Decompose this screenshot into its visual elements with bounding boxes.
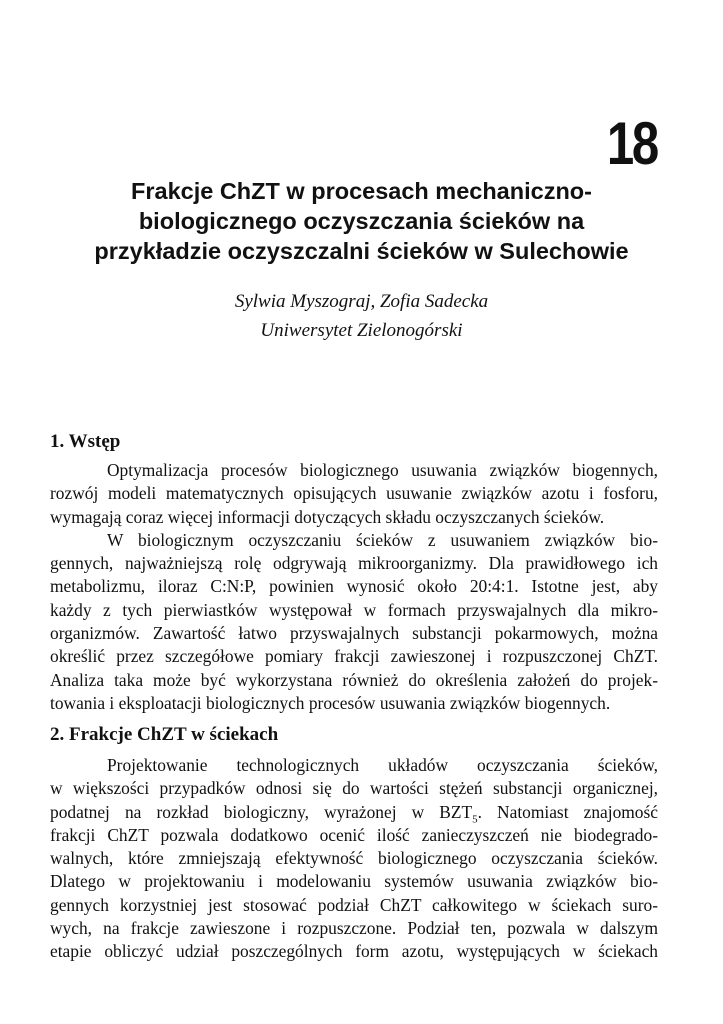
paragraph-line: każdy z tych pierwiastków występował w formach przyswajalnych dla mikro- bbox=[50, 599, 658, 620]
subscript: 5 bbox=[472, 813, 478, 826]
paragraph-line: określić przez szczegółowe pomiary frakcji zawieszonej i rozpuszczonej ChZT. bbox=[50, 646, 658, 667]
paragraph-line: rozwój modeli matematycznych opisujących usuwanie związków azotu i fosforu, bbox=[50, 483, 658, 504]
chapter-number: 18 bbox=[607, 110, 657, 177]
line-text: . Natomiast znajomość bbox=[477, 801, 658, 822]
paragraph-line: Analiza taka może być wykorzystana również do określenia założeń do projek- bbox=[50, 669, 658, 690]
affiliation: Uniwersytet Zielonogórski bbox=[260, 320, 463, 341]
title-line: przykładzie oczyszczalni ścieków w Sulechowie bbox=[94, 238, 629, 264]
paragraph-line: organizmów. Zawartość łatwo przyswajalnych substancji pokarmowych, można bbox=[50, 623, 658, 644]
paragraph-line: frakcji ChZT pozwala dodatkowo ocenić ilość zanieczyszczeń nie biodegrado- bbox=[50, 824, 658, 845]
paragraph-line: wymagają coraz więcej informacji dotyczących składu oczyszczanych ścieków. bbox=[50, 506, 605, 527]
paragraph-line: walnych, które zmniejszają efektywność biologicznego oczyszczania ścieków. bbox=[50, 848, 658, 869]
paragraph-line bbox=[50, 801, 658, 824]
paragraph-line: w większości przypadków odnosi się do wartości stężeń substancji organicznej, bbox=[50, 778, 658, 799]
title-line: biologicznego oczyszczania ścieków na bbox=[138, 208, 585, 234]
section-heading-cod-fractions: 2. Frakcje ChZT w ściekach bbox=[50, 724, 279, 745]
title-line: Frakcje ChZT w procesach mechaniczno- bbox=[131, 178, 592, 204]
section-introduction-body bbox=[50, 459, 658, 715]
paragraph-line: Optymalizacja procesów biologicznego usuwania związków biogennych, bbox=[107, 460, 658, 480]
line-text: podatnej na rozkład biologiczny, wyrażonej w BZT bbox=[50, 801, 473, 822]
section-cod-fractions-body bbox=[50, 754, 658, 964]
paragraph-line: Dlatego w projektowaniu i modelowaniu systemów usuwania związków bio- bbox=[50, 871, 658, 892]
paragraph-line: wych, na frakcje zawieszone i rozpuszczone. Podział ten, pozwala w dalszym bbox=[50, 918, 658, 939]
paragraph-line: metabolizmu, iloraz C:N:P, powinien wynosić około 20:4:1. Istotne jest, aby bbox=[50, 576, 658, 597]
paragraph-line: towania i eksploatacji biologicznych procesów usuwania związków biogennych. bbox=[50, 692, 611, 713]
chapter-title bbox=[40, 176, 683, 266]
authors: Sylwia Myszograj, Zofia Sadecka bbox=[234, 291, 489, 312]
paragraph-line: etapie obliczyć udział poszczególnych form azotu, występujących w ściekach bbox=[50, 941, 658, 962]
paragraph-line: W biologicznym oczyszczaniu ścieków z usuwaniem związków bio- bbox=[107, 529, 658, 550]
paragraph-line: gennych, najważniejszą rolę odgrywają mikroorganizmy. Dla prawidłowego ich bbox=[50, 553, 658, 574]
section-heading-introduction: 1. Wstęp bbox=[50, 431, 121, 452]
paragraph-line: Projektowanie technologicznych układów oczyszczania ścieków, bbox=[107, 755, 658, 775]
paragraph-line: gennych korzystniej jest stosować podział ChZT całkowitego w ściekach suro- bbox=[50, 894, 658, 915]
